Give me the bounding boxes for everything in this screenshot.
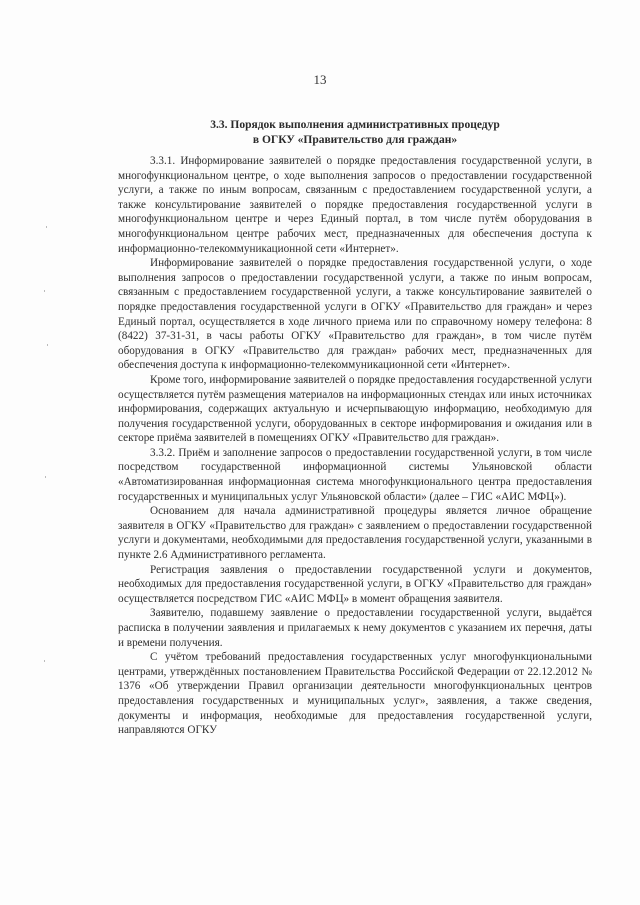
paragraph-3-3-2: 3.3.2. Приём и заполнение запросов о предоставлении государственной услуги, в том числе посредством государственной информационной системы Ульяновской области «Автоматизированная информационная система многофункционального центра предоставления государственных и муниципальных услуг Ульяновской области» (далее – ГИС «АИС МФЦ»). [118,446,592,503]
paragraph-requirements: С учётом требований предоставления государственных услуг многофункциональными центрами, утверждённых постановлением Правительства Российской Федерации от 22.12.2012 № 1376 «Об утверждении Правил организации деятельности многофункциональных центров предоставления государственных и муниципальных услуг», заявления, а также сведения, документы и информация, необходимые для предоставления государственной услуги, направляются ОГКУ [118,651,592,737]
scan-speck [45,476,46,478]
section-heading [118,118,592,148]
page-number: 13 [313,72,327,87]
paragraph-registration: Регистрация заявления о предоставлении государственной услуги и документов, необходимых для предоставления государственной услуги, в ОГКУ «Правительство для граждан» осуществляется посредством ГИС «АИС МФЦ» в момент обращения заявителя. [118,563,592,605]
scan-speck [47,344,48,346]
scan-speck [44,290,45,292]
section-heading-line-2: в ОГКУ «Правительство для граждан» [252,134,458,146]
paragraph-stands: Кроме того, информирование заявителей о порядке предоставления государственной услуги осуществляется путём размещения материалов на информационных стендах или иных источниках информирования, содержащих актуальную и исчерпывающую информацию, необходимую для получения государственной услуги, оборудованных в секторе информирования и ожидания или в секторе приёма заявителей в помещениях ОГКУ «Правительство для граждан». [118,373,592,445]
scan-speck [44,660,45,662]
section-heading-line-1: 3.3. Порядок выполнения административных процедур [210,119,500,131]
paragraph-3-3-1: 3.3.1. Информирование заявителей о порядке предоставления государственной услуги, в многофункциональном центре, о ходе выполнения запросов о предоставлении государственной услуги, а также по иным вопросам, связанным с предоставлением государственной услуги, а также консультирование заявителей о порядке предоставления государственной услуги в многофункциональном центре и через Единый портал, в том числе путём оборудования в многофункциональном центре рабочих мест, предназначенных для обеспечения доступа к информационно-телекоммуникационной сети «Интернет». [118,155,592,255]
paragraph-informing: Информирование заявителей о порядке предоставления государственной услуги, о ходе выполнения запросов о предоставлении государственной услуги, а также по иным вопросам, связанным с предоставлением государственной услуги, а также консультирование заявителей о порядке предоставления государственной услуги в ОГКУ «Правительство для граждан» и через Единый портал, осуществляется в ходе личного приема или по справочному номеру телефона: 8 (8422) 37-31-31, в часы работы ОГКУ «Правительство для граждан», в том числе путём оборудования в ОГКУ «Правительство для граждан» рабочих мест, предназначенных для обеспечения доступа к информационно-телекоммуникационной сети «Интернет». [118,257,592,372]
document-body [118,154,592,738]
scan-speck [46,226,47,228]
paragraph-receipt: Заявителю, подавшему заявление о предоставлении государственной услуги, выдаётся расписка в получении заявления и прилагаемых к нему документов с указанием их перечня, даты и времени получения. [118,607,592,649]
paragraph-basis: Основанием для начала административной процедуры является личное обращение заявителя в ОГКУ «Правительство для граждан» с заявлением о предоставлении государственной услуги и документами, необходимыми для предоставления государственной услуги, указанными в пункте 2.6 Административного регламента. [118,505,592,562]
